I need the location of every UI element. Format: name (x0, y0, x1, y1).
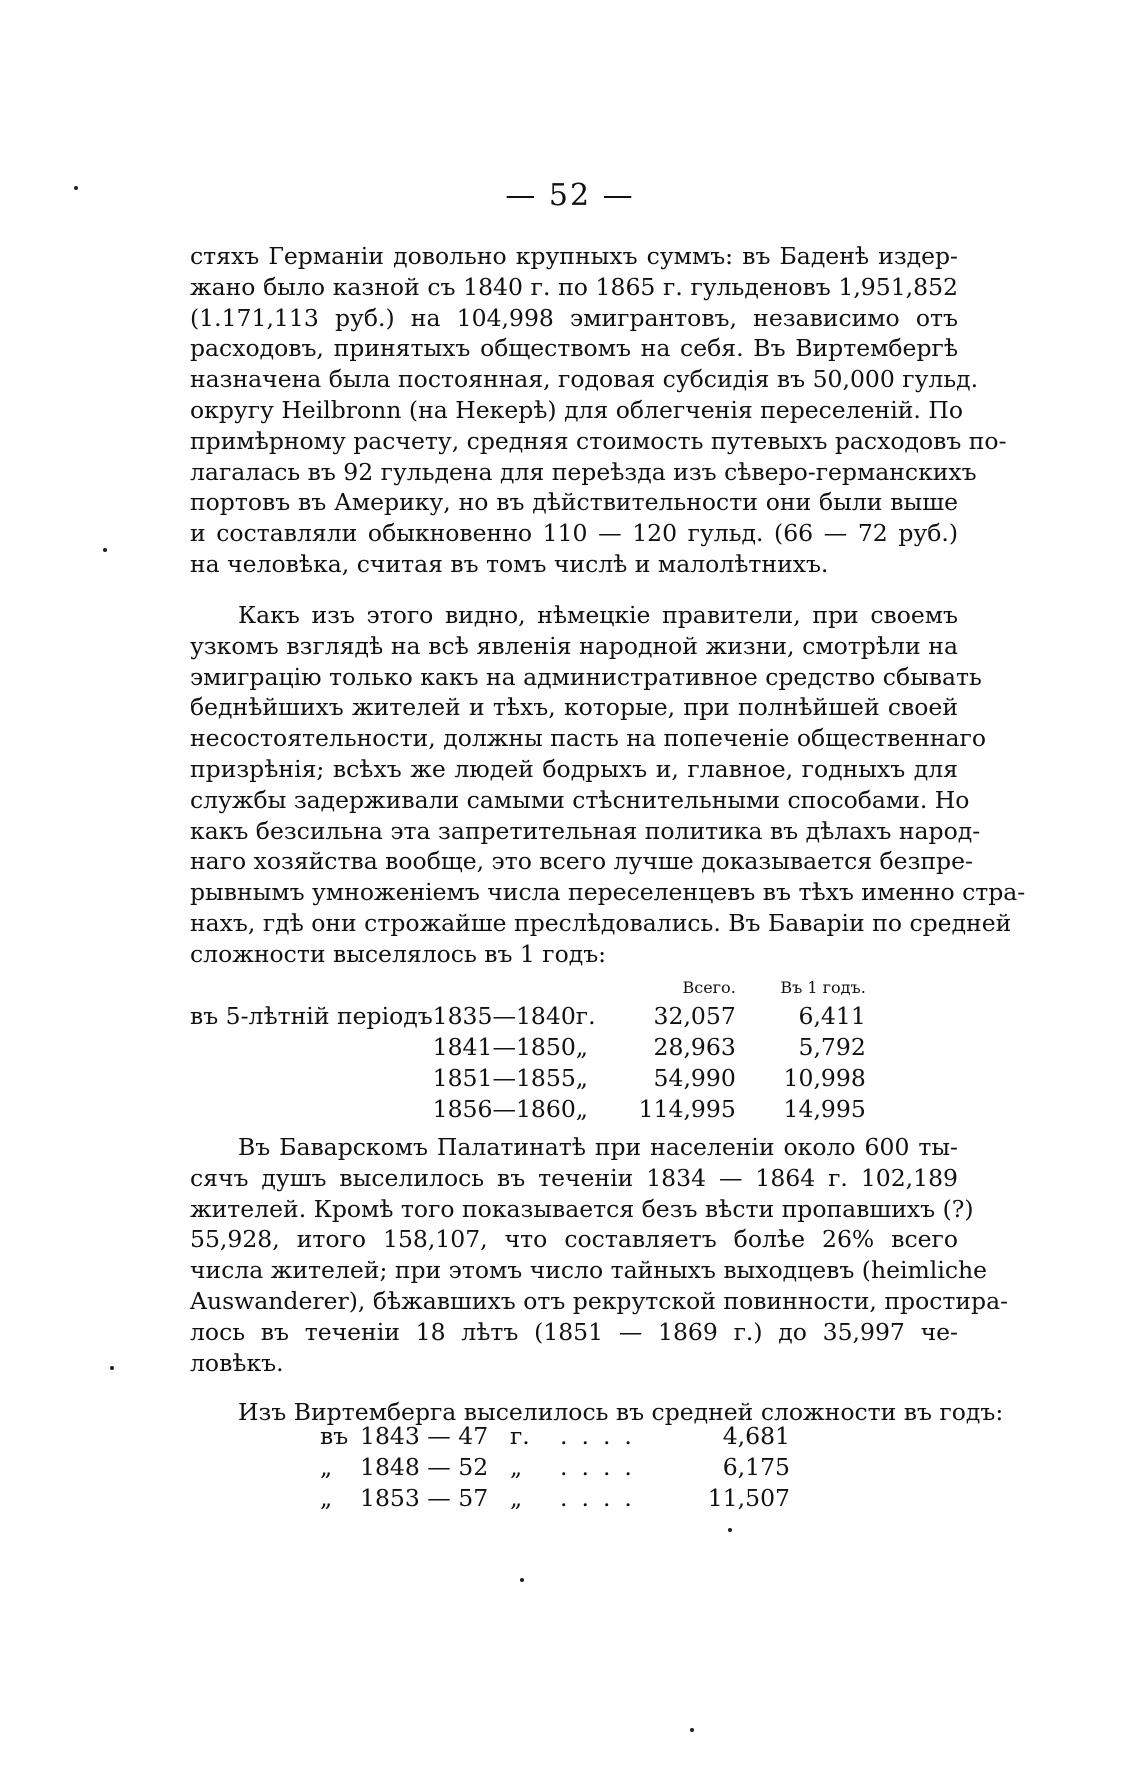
text-line: сячъ душъ выселилось въ теченіи 1834 — 1864 г. 102,189 (190, 1163, 958, 1192)
unit: г. (575, 1001, 596, 1030)
unit: г. (510, 1421, 530, 1450)
per-year: 6,411 (798, 1001, 866, 1030)
scan-speck (690, 1728, 694, 1732)
scan-speck (103, 548, 107, 552)
table-row (320, 1420, 790, 1451)
table-row (320, 1482, 790, 1513)
text-line: расходовъ, принятыхъ обществомъ на себя. Въ Виртембергѣ (190, 334, 958, 363)
text-line: 55,928, итого 158,107, что составляетъ болѣе 26% всего (190, 1225, 958, 1254)
paragraph-2 (190, 600, 1026, 970)
period-label: въ 5-лѣтній періодъ (190, 1001, 433, 1030)
table-row (190, 1062, 866, 1093)
period: 1843 — 47 (360, 1421, 489, 1450)
value: 4,681 (722, 1421, 790, 1450)
per-year: 5,792 (798, 1032, 866, 1061)
text-line: Изъ Виртемберга выселилось въ средней сложности въ годъ: (238, 1398, 1004, 1426)
paragraph-3 (190, 1132, 1009, 1378)
text-line: и составляли обыкновенно 110 — 120 гульд. (66 — 72 руб.) (190, 519, 958, 548)
table-row (190, 1093, 866, 1124)
text-line: лагалась въ 92 гульдена для переѣзда изъ сѣверо-германскихъ (190, 457, 977, 486)
text-line: жителей. Кромѣ того показывается безъ вѣсти пропавшихъ (?) (190, 1194, 974, 1223)
unit: „ (575, 1063, 588, 1092)
value: 6,175 (722, 1452, 790, 1481)
text-line: беднѣйшихъ жителей и тѣхъ, которые, при полнѣйшей своей (190, 693, 958, 722)
unit: „ (510, 1452, 523, 1481)
table-row (190, 1031, 866, 1062)
scan-speck (110, 1366, 114, 1370)
total: 32,057 (653, 1001, 736, 1030)
text-line: Auswanderer), бѣжавшихъ отъ рекрутской повинности, простира- (190, 1286, 1009, 1315)
header-total: Всего. (682, 977, 736, 997)
unit: „ (575, 1094, 588, 1123)
unit: „ (510, 1483, 523, 1512)
period: 1835—1840 (432, 1001, 576, 1030)
text-line: какъ безсильна эта запретительная политика въ дѣлахъ народ- (190, 816, 981, 845)
text-line: службы задерживали самыми стѣснительными способами. Но (190, 785, 970, 814)
text-line: округу Heilbronn (на Некерѣ) для облегченія переселеній. По (190, 395, 963, 424)
dot-leader: .... (560, 1452, 646, 1481)
per-year: 14,995 (783, 1094, 866, 1123)
text-line: Въ Баварскомъ Палатинатѣ при населеніи около 600 ты- (238, 1133, 958, 1161)
text-line: назначена была постоянная, годовая субсидія въ 50,000 гульд. (190, 365, 979, 394)
text-line: рывнымъ умноженіемъ числа переселенцевъ въ тѣхъ именно стра- (190, 878, 1026, 907)
prefix: „ (320, 1452, 333, 1481)
text-line: эмиграцію только какъ на административное средство сбывать (190, 662, 982, 691)
unit: „ (575, 1032, 588, 1061)
total: 28,963 (653, 1032, 736, 1061)
text-line: сложности выселялось въ 1 годъ: (190, 939, 607, 968)
text-line: нахъ, гдѣ они строжайше преслѣдовались. Въ Баваріи по средней (190, 908, 1012, 937)
text-line: портовъ въ Америку, но въ дѣйствительности они были выше (190, 488, 958, 517)
text-line: лось въ теченіи 18 лѣтъ (1851 — 1869 г.) до 35,997 че- (190, 1317, 958, 1346)
text-line: (1.171,113 руб.) на 104,998 эмигрантовъ, независимо отъ (190, 303, 958, 332)
prefix: „ (320, 1483, 333, 1512)
per-year: 10,998 (783, 1063, 866, 1092)
text-line: призрѣнія; всѣхъ же людей бодрыхъ и, главное, годныхъ для (190, 754, 958, 783)
text-line: числа жителей; при этомъ число тайныхъ выходцевъ (heimliche (190, 1256, 988, 1285)
bavaria-emigration-table (190, 974, 866, 1124)
header-per-year: Въ 1 годъ. (780, 977, 866, 997)
text-line: несостоятельности, должны пасть на попеченіе общественнаго (190, 724, 986, 753)
text-line: жано было казной съ 1840 г. по 1865 г. гульденовъ 1,951,852 (190, 272, 958, 301)
text-line: стяхъ Германіи довольно крупныхъ суммъ: въ Баденѣ издер- (190, 242, 958, 270)
paragraph-1 (190, 241, 1007, 580)
text-line: Какъ изъ этого видно, нѣмецкіе правители, при своемъ (238, 601, 958, 629)
period: 1848 — 52 (360, 1452, 489, 1481)
text-line: на человѣка, считая въ томъ числѣ и малолѣтнихъ. (190, 549, 829, 578)
period: 1851—1855 (432, 1063, 576, 1092)
table-row (320, 1451, 790, 1482)
dot-leader: .... (560, 1483, 646, 1512)
text-line: ловѣкъ. (190, 1348, 284, 1377)
period: 1856—1860 (432, 1094, 576, 1123)
scan-speck (520, 1578, 524, 1582)
prefix: въ (320, 1421, 349, 1450)
table-header-row (190, 974, 866, 1000)
scan-speck (728, 1528, 732, 1532)
total: 114,995 (638, 1094, 736, 1123)
table-row (190, 1000, 866, 1031)
text-line: наго хозяйства вообще, это всего лучше доказывается безпре- (190, 847, 973, 876)
total: 54,990 (653, 1063, 736, 1092)
value: 11,507 (707, 1483, 790, 1512)
page-number: — 52 — (505, 178, 635, 213)
scan-speck (74, 186, 78, 190)
period: 1841—1850 (432, 1032, 576, 1061)
dot-leader: .... (560, 1421, 646, 1450)
period: 1853 — 57 (360, 1483, 489, 1512)
text-line: узкомъ взглядѣ на всѣ явленія народной жизни, смотрѣли на (190, 631, 958, 660)
wurttemberg-emigration-table (320, 1420, 790, 1513)
text-line: примѣрному расчету, средняя стоимость путевыхъ расходовъ по- (190, 426, 1007, 455)
